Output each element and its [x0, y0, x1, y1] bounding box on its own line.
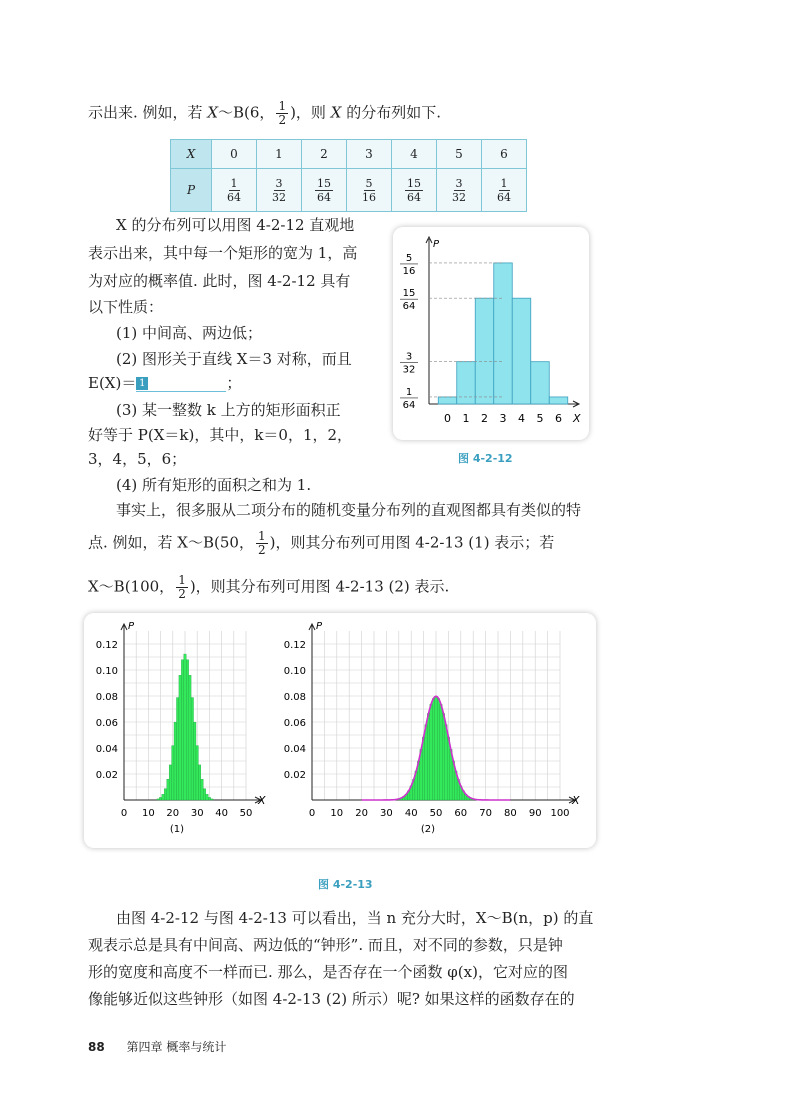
p-num: 15: [407, 177, 421, 190]
y-tick-label: 0.12: [283, 640, 306, 651]
x-tick-label: 0: [444, 412, 451, 425]
x-tick-label: 40: [404, 808, 418, 819]
x-tick-label: 3: [499, 412, 507, 425]
p-den: 64: [407, 191, 421, 204]
intro-before: 示出来. 例如，若: [88, 103, 203, 122]
y-tick-num: 15: [402, 288, 416, 300]
subfigure-label: (1): [169, 824, 185, 835]
x-tick-label: 50: [429, 808, 443, 819]
figure-4-2-12-caption: 图 4-2-12: [458, 452, 513, 465]
page-footer: [88, 1038, 226, 1055]
para2-half-den-2: 2: [178, 587, 186, 601]
x-tick-label: 4: [518, 412, 525, 425]
y-axis-label: P: [316, 621, 323, 632]
table-cell-x: 2: [302, 140, 347, 169]
x-tick-label: 60: [454, 808, 468, 819]
table-cell-x: 4: [392, 140, 437, 169]
answer-blank[interactable]: [136, 377, 226, 392]
bar: [549, 397, 568, 404]
bar: [201, 779, 203, 800]
table-header-x: X: [171, 140, 212, 169]
para2-line-2a: 点. 例如，若 X～B(50，: [88, 533, 254, 552]
y-tick-num: 5: [405, 252, 413, 264]
y-tick-label: 0.04: [283, 744, 306, 755]
bar: [512, 298, 531, 404]
bar: [162, 794, 164, 800]
x-tick-label: 6: [555, 412, 562, 425]
left-line-1: X 的分布列可以用图 4-2-12 直观地: [116, 216, 355, 234]
bar: [442, 713, 444, 800]
p-den: 64: [227, 191, 241, 204]
table-cell-x: 6: [482, 140, 527, 169]
bar: [447, 737, 449, 800]
p-den: 32: [452, 191, 466, 204]
page-number: 88: [88, 1040, 105, 1054]
bar: [174, 722, 176, 800]
intro-half: [276, 100, 288, 127]
bar: [184, 654, 186, 800]
para2-line-2b: )，则其分布列可用图 4-2-13 (1) 表示；若: [269, 533, 555, 552]
para2-line-3a: X～B(100，: [88, 577, 175, 596]
bar: [157, 799, 159, 800]
property-3b: 好等于 P(X＝k)，其中，k＝0，1，2，: [88, 426, 353, 444]
bar: [191, 698, 193, 800]
bar: [194, 722, 196, 800]
closing-line-2: 观表示总是具有中间高、两边低的“钟形”. 而且，对不同的参数，只是钟: [88, 936, 563, 954]
bar: [164, 789, 166, 800]
bar: [203, 789, 205, 800]
table-cell-p: [257, 169, 302, 212]
intro-dist: ～B(6，: [218, 103, 275, 122]
bar: [437, 699, 439, 800]
figure-4-2-13-chart: [84, 613, 596, 848]
p-den: 16: [362, 191, 376, 204]
y-tick-den: 64: [402, 301, 416, 313]
y-tick-label: 0.08: [95, 692, 118, 703]
bar: [211, 799, 213, 800]
y-tick-label: 0.02: [95, 770, 118, 781]
p-num: 5: [365, 177, 373, 190]
table-cell-x: 5: [437, 140, 482, 169]
bar: [432, 699, 434, 800]
y-tick-label: 0.06: [95, 718, 118, 729]
para2-half-den: 2: [257, 543, 266, 557]
p-den: 32: [272, 191, 286, 204]
p-den: 64: [497, 191, 511, 204]
x-axis-label: X: [258, 794, 266, 807]
bar: [189, 675, 191, 800]
bar: [438, 397, 457, 404]
subfigure-label: (2): [420, 824, 436, 835]
para2-half: [256, 530, 268, 557]
y-tick-den: 16: [402, 265, 416, 277]
x-axis-label: X: [572, 794, 580, 807]
bar: [208, 797, 210, 800]
property-4: (4) 所有矩形的面积之和为 1.: [116, 476, 312, 494]
x-tick-label: 30: [190, 808, 204, 819]
table-cell-p: [347, 169, 392, 212]
p-num: 3: [275, 177, 283, 190]
x-tick-label: 0: [308, 808, 316, 819]
intro-line: [88, 100, 441, 127]
intro-half-num: 1: [278, 99, 287, 113]
figure-4-2-12-card: [393, 227, 589, 440]
para2-line-1: 事实上，很多服从二项分布的随机变量分布列的直观图都具有类似的特: [116, 501, 582, 519]
x-tick-label: 80: [504, 808, 517, 819]
left-line-4: 以下性质：: [88, 298, 164, 316]
p-num: 1: [230, 177, 238, 190]
x-tick-label: 10: [330, 808, 344, 819]
x-tick-label: 40: [215, 808, 228, 819]
y-tick-label: 0.10: [95, 666, 118, 677]
closing-line-1: 由图 4-2-12 与图 4-2-13 可以看出，当 n 充分大时，X～B(n，p) 的直: [116, 909, 594, 927]
bar: [435, 697, 437, 800]
left-line-3: 为对应的概率值. 此时，图 4-2-12 具有: [88, 272, 351, 290]
bar: [198, 765, 200, 800]
bar: [475, 298, 494, 404]
table-header-p: P: [171, 169, 212, 212]
x-tick-label: 50: [239, 808, 253, 819]
para2-line-3: [88, 574, 449, 601]
y-tick-den: 64: [402, 399, 416, 411]
bar: [181, 660, 183, 800]
bar: [440, 704, 442, 800]
y-tick-label: 0.10: [283, 666, 306, 677]
blank-end: ；: [226, 374, 242, 392]
y-tick-label: 0.04: [95, 744, 118, 755]
table-cell-p: [482, 169, 527, 212]
bar: [196, 746, 198, 800]
para2-line-2: [88, 530, 554, 557]
x-tick-label: 90: [528, 808, 542, 819]
figure-4-2-13-card: [84, 613, 596, 848]
para2-half-num: 1: [257, 529, 266, 543]
intro-close: )，则: [290, 103, 326, 122]
bar: [494, 263, 513, 404]
intro-var-x: X: [207, 103, 219, 122]
table-cell-p: [212, 169, 257, 212]
y-tick-label: 0.12: [95, 640, 118, 651]
property-1: (1) 中间高、两边低；: [116, 324, 263, 342]
bar: [179, 675, 181, 800]
y-tick-label: 0.08: [283, 692, 306, 703]
bar: [167, 779, 169, 800]
bar: [422, 737, 424, 800]
x-tick-label: 5: [536, 412, 544, 425]
property-3a: (3) 某一整数 k 上方的矩形面积正: [116, 401, 341, 419]
y-axis-label: P: [433, 239, 440, 250]
x-tick-label: 70: [479, 808, 492, 819]
expectation-label: E(X)＝: [88, 374, 137, 392]
bar: [159, 797, 161, 800]
distribution-table: [170, 139, 527, 212]
table-cell-x: 3: [347, 140, 392, 169]
bar: [169, 765, 171, 800]
property-2b: [88, 373, 241, 393]
bar: [457, 362, 476, 404]
bar: [176, 698, 178, 800]
table-cell-p: [392, 169, 437, 212]
para2-line-3b: )，则其分布列可用图 4-2-13 (2) 表示.: [189, 577, 450, 596]
bar: [172, 746, 174, 800]
table-cell-p: [302, 169, 347, 212]
table-row-x: [171, 140, 527, 169]
bar: [430, 704, 432, 800]
p-num: 3: [455, 177, 463, 190]
y-tick-num: 1: [405, 386, 413, 398]
table-cell-p: [437, 169, 482, 212]
x-tick-label: 20: [166, 808, 180, 819]
x-tick-label: 1: [462, 412, 470, 425]
bar: [531, 362, 550, 404]
intro-half-den: 2: [278, 113, 287, 127]
x-tick-label: 30: [380, 808, 393, 819]
bar: [206, 794, 208, 800]
para2-half-2: [176, 574, 188, 601]
table-row-p: [171, 169, 527, 212]
y-tick-label: 0.02: [283, 770, 306, 781]
para2-half-num-2: 1: [178, 573, 186, 587]
x-tick-label: 10: [142, 808, 155, 819]
bar: [425, 725, 427, 800]
x-axis-label: X: [573, 412, 581, 425]
intro-var-x2: X: [330, 103, 342, 122]
bar: [427, 713, 429, 800]
x-tick-label: 2: [481, 412, 488, 425]
chapter-title: 第四章 概率与统计: [126, 1040, 227, 1054]
figure-4-2-12-chart: [393, 227, 589, 440]
p-num: 15: [317, 177, 331, 190]
bar: [445, 725, 447, 800]
p-num: 1: [500, 177, 508, 190]
p-den: 64: [317, 191, 331, 204]
figure-4-2-13-caption: 图 4-2-13: [318, 878, 373, 891]
closing-line-3: 形的宽度和高度不一样而已. 那么，是否存在一个函数 φ(x)，它对应的图: [88, 963, 568, 981]
x-tick-label: 0: [120, 808, 128, 819]
property-3c: 3，4，5，6；: [88, 450, 187, 468]
x-tick-label: 100: [550, 808, 570, 819]
bar: [186, 660, 188, 800]
y-tick-label: 0.06: [283, 718, 306, 729]
closing-line-4: 像能够近似这些钟形（如图 4-2-13 (2) 所示）呢? 如果这样的函数存在的: [88, 990, 575, 1008]
y-tick-den: 32: [402, 364, 416, 376]
blank-marker: 1: [136, 377, 148, 390]
x-tick-label: 20: [355, 808, 368, 819]
table-cell-x: 1: [257, 140, 302, 169]
property-2a: (2) 图形关于直线 X＝3 对称，而且: [116, 350, 352, 368]
table-cell-x: 0: [212, 140, 257, 169]
left-line-2: 表示出来，其中每一个矩形的宽为 1，高: [88, 244, 358, 262]
intro-after: 的分布列如下.: [346, 103, 441, 122]
y-axis-label: P: [128, 621, 135, 632]
y-tick-num: 3: [405, 351, 413, 363]
